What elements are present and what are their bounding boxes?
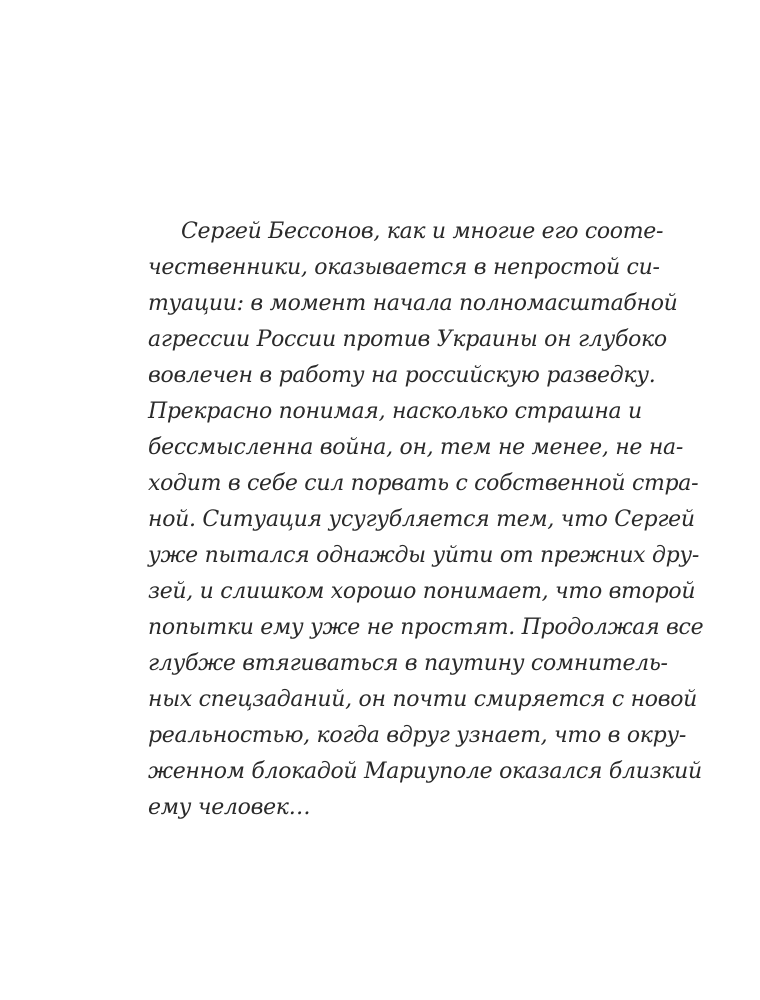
text-line: реальностью, когда вдруг узнает, что в окру- bbox=[148, 723, 686, 748]
text-line: женном блокадой Мариуполе оказался близкий bbox=[148, 759, 702, 784]
text-line: бессмысленна война, он, тем не менее, не на- bbox=[148, 435, 683, 460]
text-line: ходит в себе сил порвать с собственной стра- bbox=[148, 471, 699, 496]
text-line: Сергей Бессонов, как и многие его соотe- bbox=[181, 219, 664, 244]
text-line: ной. Ситуация усугубляется тем, что Сергей bbox=[148, 507, 695, 532]
blurb-paragraph bbox=[148, 214, 704, 826]
text-line: ему человек… bbox=[148, 795, 311, 820]
text-line: глубже втягиваться в паутину сомнитель- bbox=[148, 651, 668, 676]
text-line: агрессии России против Украины он глубоко bbox=[148, 327, 667, 352]
text-line: туации: в момент начала полномасштабной bbox=[148, 291, 678, 316]
text-line: Прекрасно понимая, насколько страшна и bbox=[148, 399, 642, 424]
text-line: вовлечен в работу на российскую разведку. bbox=[148, 363, 656, 388]
text-line: ных спецзаданий, он почти смиряется с новой bbox=[148, 687, 698, 712]
text-line: зей, и слишком хорошо понимает, что второй bbox=[148, 579, 696, 604]
text-line: попытки ему уже не простят. Продолжая все bbox=[148, 615, 704, 640]
text-line: чественники, оказывается в непростой си- bbox=[148, 255, 660, 280]
text-line: уже пытался однажды уйти от прежних дру- bbox=[148, 543, 700, 568]
